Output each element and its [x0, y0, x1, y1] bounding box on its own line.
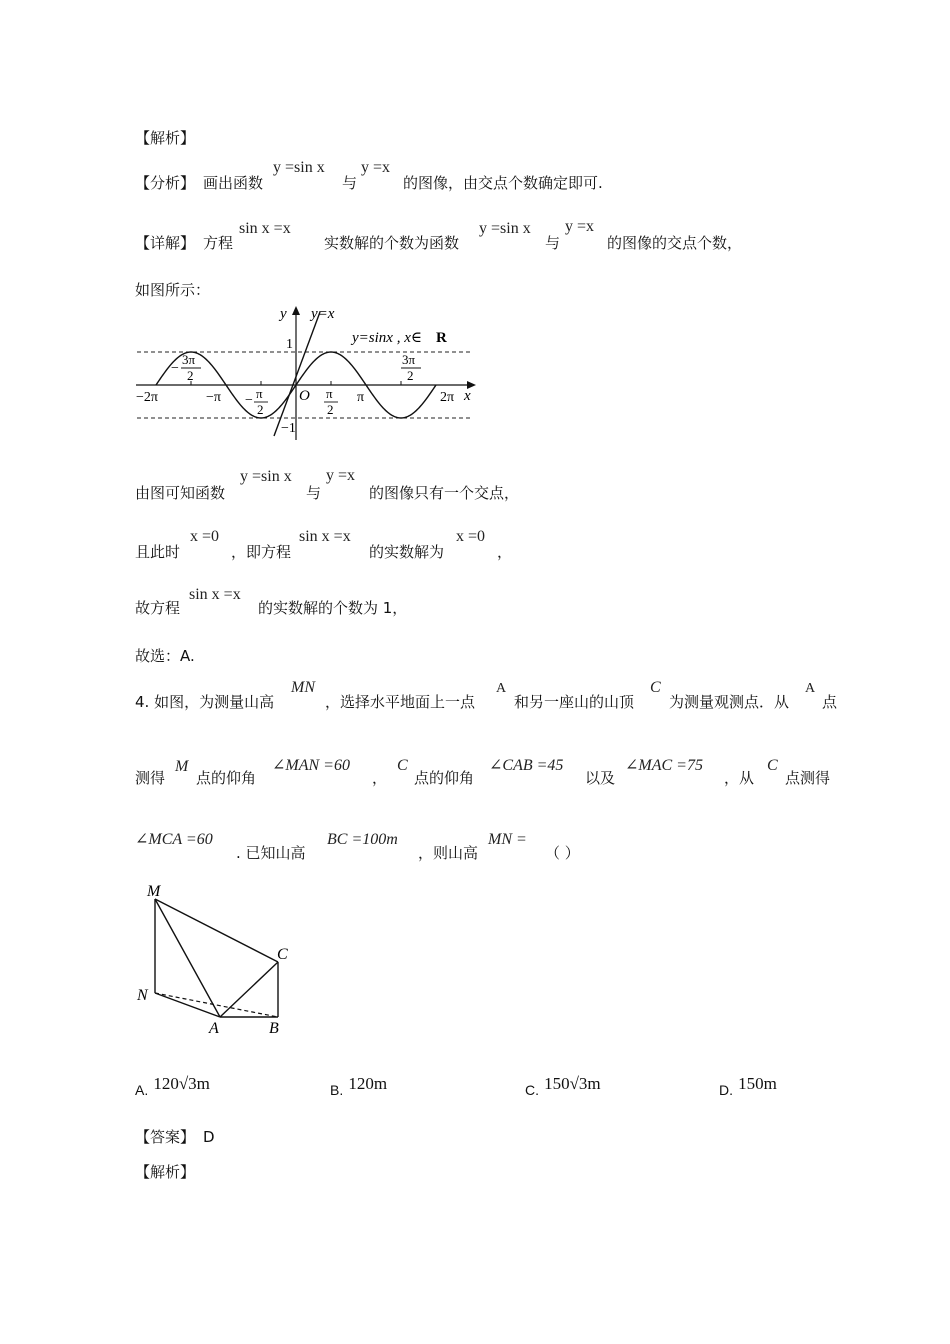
analysis-math-2: y =x [361, 159, 391, 176]
q4-l2-angle-MAC: ∠MAC =75 [625, 757, 703, 774]
answer-value: D [203, 1128, 215, 1146]
point-N-label: N [137, 987, 148, 1004]
thus-math-2: sin x =x [299, 528, 351, 545]
graph-tick-pi: π [357, 390, 365, 405]
q4-l3-paren: （ ） [545, 844, 580, 862]
graph-neg3pi2-sign: − [171, 361, 179, 376]
graph-negpi2-sign: − [245, 393, 253, 408]
graph-pi2-num: π [326, 386, 333, 401]
thus-text-1: 且此时 [135, 543, 181, 561]
analysis-text-1: 画出函数 [203, 174, 264, 192]
option-C-label: C. [525, 1082, 539, 1098]
y-axis-arrow [292, 306, 300, 315]
graph-tick-2pi: 2π [440, 390, 455, 405]
q4-l3-MN: MN = [488, 831, 527, 848]
thus-math-3: x =0 [456, 528, 486, 545]
q4-l2-text-7: 点测得 [785, 769, 831, 787]
segment-NA [155, 993, 220, 1017]
graph-3pi2-num: 3π [402, 352, 416, 367]
thus-text-3: 的实数解为 [369, 543, 445, 561]
q4-text-1: 4. 如图，为测量山高 [135, 693, 275, 711]
q4-math-A2: A [805, 681, 816, 696]
q4-text-2: ，选择水平地面上一点 [325, 693, 476, 711]
q4-analysis-header: 【解析】 [135, 1163, 196, 1181]
detail-math-3: y =x [565, 218, 595, 235]
graph-curve-label-R: R [436, 330, 447, 346]
analysis-text-2: 与 [342, 174, 358, 192]
detail-text-4: 的图像的交点个数， [607, 234, 743, 252]
graph-x-label: x [464, 388, 471, 404]
graph-tick-negpi: −π [206, 390, 221, 405]
q4-l2-math-C: C [397, 757, 408, 774]
option-D[interactable] [719, 1074, 777, 1100]
segment-NB-dashed [155, 993, 278, 1017]
point-C-label: C [277, 946, 288, 963]
graph-curve-label: y=sinx , x∈ [352, 330, 422, 346]
thus-math-1: x =0 [190, 528, 220, 545]
q4-l2-angle-MAN: ∠MAN =60 [272, 757, 350, 774]
q4-l2-math-C2: C [767, 757, 778, 774]
q4-l2-text-3: ， [372, 769, 388, 787]
segment-MC [155, 899, 278, 962]
mountain-figure [135, 878, 295, 1038]
q4-math-MN: MN [291, 679, 315, 696]
therefore-math-1: sin x =x [189, 586, 241, 603]
q4-math-A: A [496, 681, 507, 696]
graph-origin: O [299, 388, 310, 404]
graph-neg3pi2-num: 3π [182, 352, 196, 367]
option-A-value: 120√3m [153, 1074, 210, 1093]
q4-l2-angle-CAB: ∠CAB =45 [489, 757, 564, 774]
graph-tick-neg1: −1 [281, 421, 296, 436]
q4-l2-math-M: M [175, 758, 189, 775]
segment-MA [155, 899, 220, 1017]
detail-math-2: y =sin x [479, 220, 531, 237]
analysis-header: 【解析】 [135, 129, 196, 147]
analysis-tag: 【分析】 [135, 174, 196, 192]
option-C[interactable] [525, 1074, 601, 1100]
thus-text-2: ，即方程 [231, 543, 292, 561]
graph-neg3pi2-den: 2 [187, 368, 194, 383]
option-B[interactable] [330, 1074, 388, 1100]
conclusion-text-3: 的图像只有一个交点， [369, 484, 520, 502]
conclusion-text-1: 由图可知函数 [135, 484, 226, 502]
point-M-label: M [147, 883, 161, 900]
q4-l2-text-4: 点的仰角 [414, 769, 475, 787]
q4-l3-text-2: ，则山高 [418, 844, 479, 862]
q4-l3-BC: BC =100m [327, 831, 398, 848]
segment-AC [220, 962, 278, 1017]
detail-math-1: sin x =x [239, 220, 291, 237]
q4-text-4: 为测量观测点．从 [669, 693, 790, 711]
option-D-value: 150m [738, 1074, 777, 1093]
conclusion-math-1: y =sin x [240, 468, 292, 485]
q4-text-5: 点 [822, 693, 838, 711]
point-A-label: A [209, 1020, 219, 1037]
q4-l2-text-5: 以及 [585, 769, 616, 787]
option-B-label: B. [330, 1082, 344, 1098]
sine-graph [130, 300, 480, 442]
q4-l2-text-2: 点的仰角 [196, 769, 257, 787]
option-A-label: A. [135, 1082, 149, 1098]
graph-negpi2-den: 2 [257, 402, 264, 417]
graph-pi2-den: 2 [327, 402, 334, 417]
graph-tick-1: 1 [286, 337, 293, 352]
detail-tag: 【详解】 [135, 234, 196, 252]
q4-math-C: C [650, 679, 661, 696]
option-D-label: D. [719, 1082, 733, 1098]
graph-line-label: y=x [311, 306, 335, 322]
therefore-text-2: 的实数解的个数为 1， [258, 599, 408, 617]
option-C-value: 150√3m [544, 1074, 601, 1093]
q4-text-3: 和另一座山的山顶 [514, 693, 635, 711]
detail-text-2: 实数解的个数为函数 [324, 234, 460, 252]
conclusion-text-2: 与 [306, 484, 322, 502]
detail-text-3: 与 [545, 234, 561, 252]
detail-text-1: 方程 [203, 234, 234, 252]
option-A[interactable] [135, 1074, 210, 1100]
option-B-value: 120m [348, 1074, 388, 1093]
answer-tag: 【答案】 [135, 1128, 196, 1146]
point-B-label: B [269, 1020, 279, 1037]
graph-negpi2-num: π [256, 386, 263, 401]
q4-l2-text-1: 测得 [135, 769, 166, 787]
graph-tick-neg2pi: −2π [136, 390, 158, 405]
graph-y-label: y [280, 306, 287, 322]
conclusion-math-2: y =x [326, 467, 356, 484]
graph-3pi2-den: 2 [407, 368, 414, 383]
analysis-math-1: y =sin x [273, 159, 325, 176]
thus-text-4: ， [497, 543, 513, 561]
choose-answer: 故选：A. [135, 647, 195, 665]
line-y-equals-x [274, 312, 320, 436]
q4-l2-text-6: ，从 [724, 769, 755, 787]
q4-l3-angle-MCA: ∠MCA =60 [135, 831, 213, 848]
as-shown-text: 如图所示： [135, 281, 211, 299]
therefore-text-1: 故方程 [135, 599, 181, 617]
q4-l3-text-1: . 已知山高 [236, 844, 306, 862]
analysis-text-3: 的图像，由交点个数确定即可. [403, 174, 603, 192]
